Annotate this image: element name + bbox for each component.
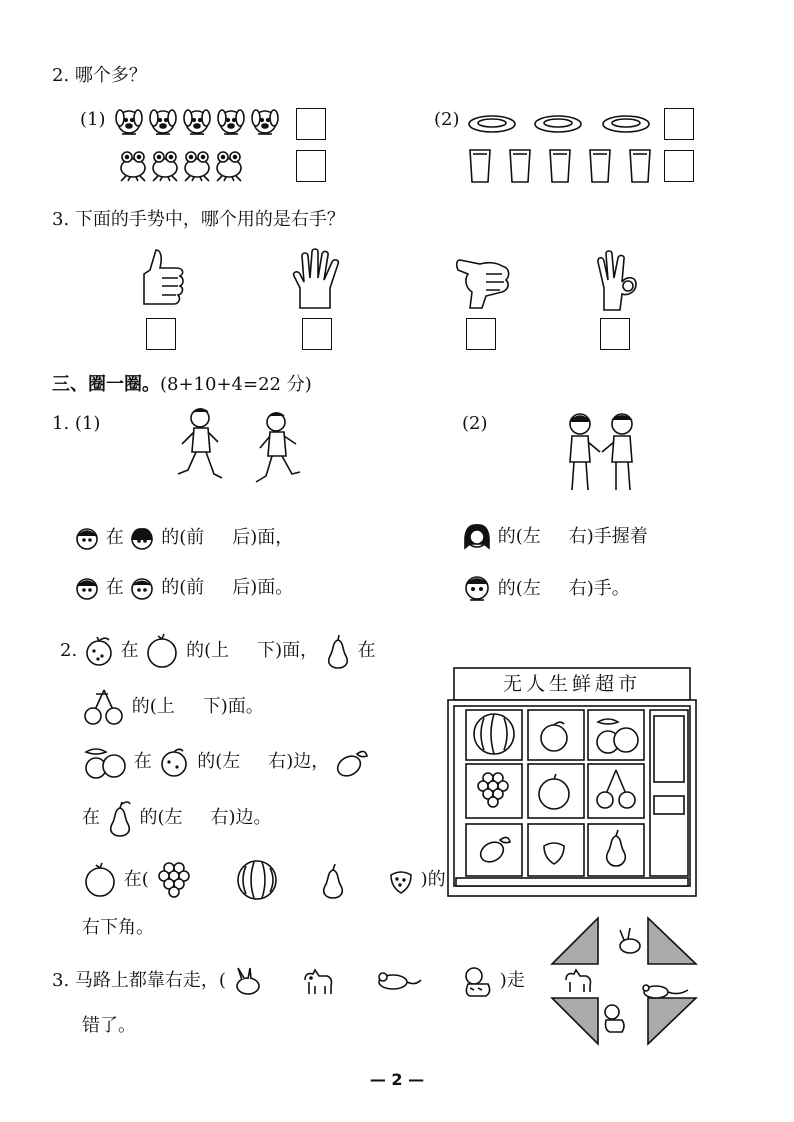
frog-icon [121,152,145,181]
tail-text: )手。 [586,578,630,599]
plates-group [468,112,658,138]
de-text: 的( [161,527,187,548]
handshake-children-illustration [560,410,644,496]
s3q2-line5 [82,858,446,902]
s3q3-end-text: )走 [499,970,525,991]
frogs-group [118,148,248,186]
tail-text: )面。 [220,696,264,717]
tail-text: )边， [286,751,330,772]
dogs-group [114,106,284,142]
answer-box-cups[interactable] [664,150,694,182]
s3q3-text: 3. 马路上都靠右走，( [52,970,226,991]
s3q2-line2 [82,688,264,726]
zai-text: 在 [105,527,124,548]
zai-text: 在 [82,807,100,828]
boy-face-icon [462,574,492,604]
tail-text: )面。 [250,577,294,598]
zai-text: 在 [133,751,152,772]
option-up[interactable]: 上 [156,696,175,717]
tangerines-icon [82,744,128,780]
tail-text: )手握着 [586,526,648,547]
s3q1-number: 1. (1) [52,413,101,434]
cup-icon [630,150,650,182]
road-crossing-diagram [550,916,700,1046]
orange-icon [82,863,118,897]
option-down[interactable]: 下 [202,696,221,717]
option-front[interactable]: 前 [186,527,205,548]
lemon-icon [335,746,369,778]
section3-title: 三、圈一圈。 [52,374,160,395]
cup-icon [470,150,490,182]
dog-icon [116,110,142,134]
option-left[interactable]: 左 [222,751,241,772]
dog-icon [150,110,176,134]
mouse-icon[interactable] [375,970,421,992]
dog-icon[interactable] [301,966,335,996]
dog-icon [252,110,278,134]
de-text: 的( [197,751,223,772]
de-text: 的( [497,578,523,599]
de-text: 的( [497,526,523,547]
pear-icon [324,634,352,668]
strawberry-icon[interactable] [387,865,415,895]
dog-icon [218,110,244,134]
q2-part2-label: (2) [434,109,460,130]
option-up[interactable]: 上 [211,640,230,661]
option-right[interactable]: 右 [568,526,587,547]
s3q3-line2: 错了。 [82,1015,136,1036]
section3-score: (8+10+4=22 分) [160,374,312,395]
option-front[interactable]: 前 [186,577,205,598]
dog-icon [184,110,210,134]
s3q1-right-line1 [462,522,648,552]
orange-icon [144,634,180,668]
grapes-icon[interactable] [155,858,195,902]
cups-group [468,148,658,186]
option-right[interactable]: 右 [268,751,287,772]
zai-text: 在 [105,577,124,598]
s3q1-line1 [74,526,293,550]
answer-box-dogs[interactable] [296,108,326,140]
cup-icon [510,150,530,182]
cup-icon [550,150,570,182]
frog-icon [153,152,177,181]
girl-face-icon [129,526,155,550]
ok-hand-icon [590,248,640,312]
tail-text: )面， [250,527,294,548]
de-text: )的 [420,869,446,890]
option-back[interactable]: 后 [232,527,251,548]
option-down[interactable]: 下 [257,640,276,661]
tangerine-icon [157,747,191,777]
thumbs-up-hand-icon [138,248,188,312]
zai-text: 在 [357,640,376,661]
s3q2-number: 2. [60,640,78,661]
running-children-illustration [176,404,316,496]
answer-box-hand-3[interactable] [466,318,496,350]
answer-box-hand-4[interactable] [600,318,630,350]
frog-icon [217,152,241,181]
s3q2-line4 [82,800,272,836]
boy-face-icon [74,526,100,550]
s3q1-line2 [74,576,293,600]
q2-title: 2. 哪个多？ [52,65,147,86]
zai-text: 在 [120,640,139,661]
fresh-market-illustration [448,666,696,896]
tail-text: )边。 [228,807,272,828]
plate-icon [469,116,515,132]
plate-icon [603,116,649,132]
s3q2-line3 [82,744,369,780]
de-text: 的( [161,577,187,598]
watermelon-icon[interactable] [234,858,280,902]
q2-part1-label: (1) [80,109,106,130]
rabbit-icon[interactable] [232,966,262,996]
tiger-icon[interactable] [460,964,494,998]
option-left[interactable]: 左 [522,578,541,599]
open-hand-icon [290,248,346,312]
market-frame [448,666,696,896]
zai-paren-text: 在( [123,869,149,890]
mouse-icon [643,985,688,998]
s3q2-line1 [60,634,376,668]
de-text: 的( [186,640,212,661]
girl-face-icon [462,522,492,552]
option-left[interactable]: 左 [522,526,541,547]
boy-face-icon [129,576,155,600]
frog-icon [185,152,209,181]
option-right[interactable]: 右 [210,807,229,828]
tail-text: )面， [275,640,319,661]
fist-thumb-hand-icon [456,252,516,308]
option-right[interactable]: 右 [568,578,587,599]
cherries-icon [82,688,126,726]
tiger-icon [605,1005,624,1032]
de-text: 的( [131,696,157,717]
dog-icon [566,970,591,992]
answer-box-hand-1[interactable] [146,318,176,350]
rabbit-icon [620,928,640,953]
market-title: 无人生鲜超市 [502,673,641,695]
answer-box-frogs[interactable] [296,150,326,182]
s3q1-part2-label: (2) [462,413,488,434]
page-number: — 2 — [369,1070,425,1089]
q3-title: 3. 下面的手势中，哪个用的是右手？ [52,209,345,230]
boy-face-icon [74,576,100,600]
option-left[interactable]: 左 [164,807,183,828]
tangerine-icon [83,636,115,666]
de-text: 的( [139,807,165,828]
answer-box-plates[interactable] [664,108,694,140]
section3-heading [52,370,312,397]
plate-icon [535,116,581,132]
cup-icon [590,150,610,182]
answer-box-hand-2[interactable] [302,318,332,350]
s3q3-line1 [52,964,525,998]
s3q2-line6: 右下角。 [82,917,154,938]
pear-icon[interactable] [319,862,347,898]
s3q1-right-line2 [462,574,630,604]
option-back[interactable]: 后 [232,577,251,598]
pear-icon [106,800,134,836]
